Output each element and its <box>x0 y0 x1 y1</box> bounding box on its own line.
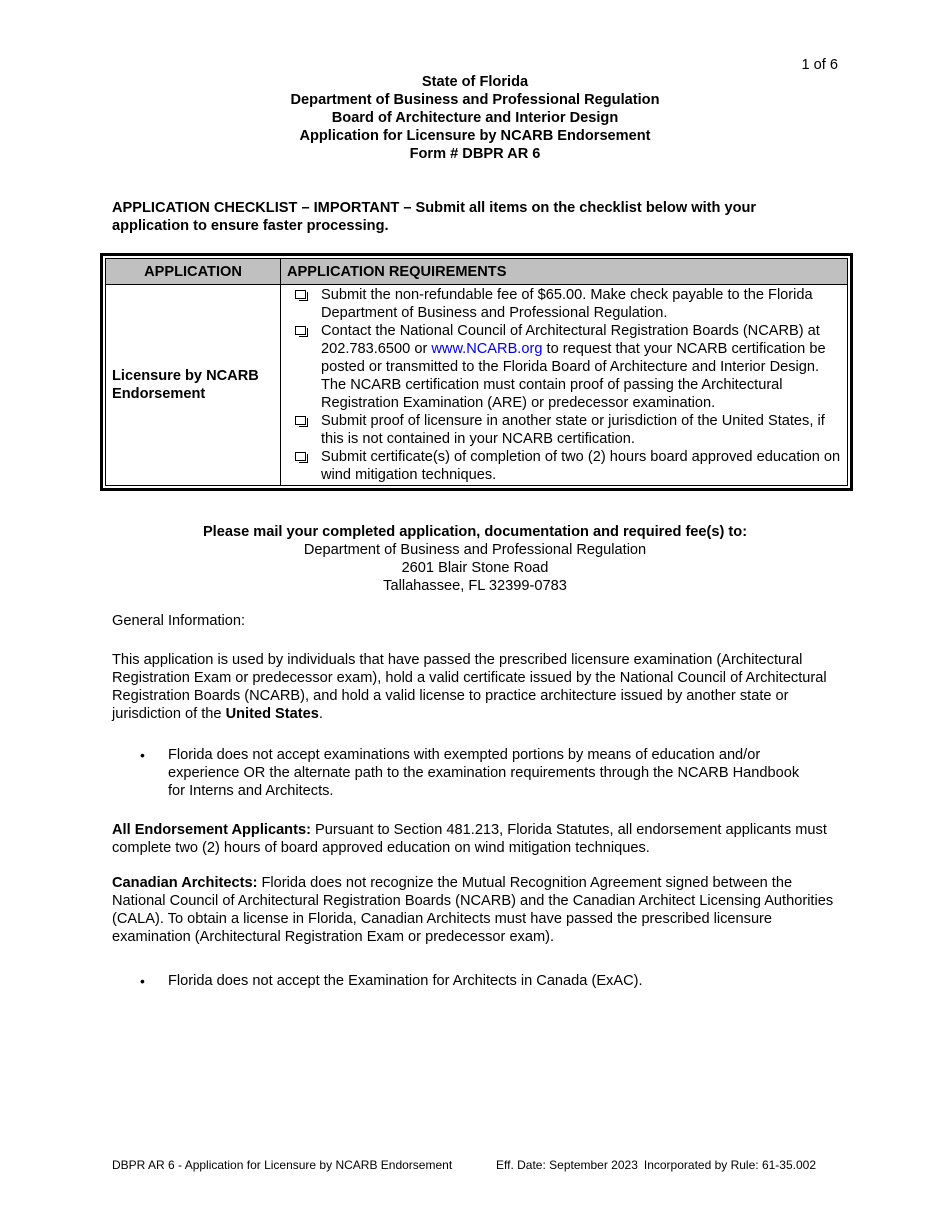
column-header-requirements: APPLICATION REQUIREMENTS <box>281 259 848 285</box>
checkbox-icon <box>295 326 306 335</box>
canada-bullet-list <box>140 972 820 990</box>
header-board: Board of Architecture and Interior Design <box>331 110 619 126</box>
document-header <box>0 73 950 163</box>
header-state: State of Florida <box>421 74 529 90</box>
requirement-item <box>295 412 841 448</box>
exam-bullet-list <box>140 746 820 800</box>
page-footer <box>112 1158 842 1172</box>
general-information-paragraph: This application is used by individuals that have passed the prescribed licensure examination (Architectural Registration Exam or predecessor exam), hold a valid certificate issued by the National Council of Architectural Registration Boards (NCARB), and hold a valid license to practice architecture issued by another state or jurisdiction of the United States. <box>112 652 827 722</box>
bullet-icon: • <box>140 747 145 763</box>
bullet-icon: • <box>140 973 145 989</box>
requirement-licensure-proof-text: Submit proof of licensure in another state or jurisdiction of the United States, if this is not contained in your NCARB certification. <box>321 413 825 447</box>
requirements-table-frame <box>100 253 853 491</box>
checkbox-icon <box>295 452 306 461</box>
list-item <box>140 746 820 800</box>
requirement-wind-mitigation-text: Submit certificate(s) of completion of two (2) hours board approved education on wind mitigation techniques. <box>321 449 841 483</box>
mailing-instructions-title: Please mail your completed application, documentation and required fee(s) to: <box>202 524 748 540</box>
requirements-cell <box>281 285 848 486</box>
endorsement-applicants-paragraph: All Endorsement Applicants: Pursuant to Section 481.213, Florida Statutes, all endorsement applicants must complete two (2) hours of board approved education on wind mitigation techniques. <box>112 822 827 856</box>
checkbox-icon <box>295 416 306 425</box>
page-number: 1 of 6 <box>801 57 838 73</box>
footer-form-name: DBPR AR 6 - Application for Licensure by NCARB Endorsement <box>112 1158 453 1172</box>
header-department: Department of Business and Professional Regulation <box>290 92 660 108</box>
header-form-number: Form # DBPR AR 6 <box>409 146 541 162</box>
mailing-address-line: 2601 Blair Stone Road <box>401 560 549 576</box>
mailing-address-line: Tallahassee, FL 32399-0783 <box>383 578 567 594</box>
requirement-item <box>295 286 841 322</box>
checkbox-icon <box>295 290 306 299</box>
footer-rule: Incorporated by Rule: 61-35.002 <box>643 1158 816 1172</box>
bullet-text: Florida does not accept examinations with exempted portions by means of education and/or experience OR the alternate path to the examination requirements through the NCARB Handbook for Interns and Architects. <box>168 747 800 799</box>
mailing-address-line: Department of Business and Professional Regulation <box>303 542 647 558</box>
ncarb-link[interactable]: www.NCARB.org <box>431 341 543 357</box>
requirement-fee-text: Submit the non-refundable fee of $65.00. Make check payable to the Florida Department of Business and Professional Regulation. <box>321 287 813 321</box>
requirement-ncarb-text: Contact the National Council of Architectural Registration Boards (NCARB) at 202.783.6500 or www.NCARB.org to request that your NCARB certification be posted or transmitted to the Florida Board of Architecture and Interior Design. The NCARB certification must contain proof of passing the Architectural Registration Examination (ARE) or predecessor examination. <box>321 323 826 411</box>
application-name-cell: Licensure by NCARB Endorsement <box>106 285 281 486</box>
canadian-architects-paragraph: Canadian Architects: Florida does not recognize the Mutual Recognition Agreement signed between the National Council of Architectural Registration Boards (NCARB) and the Canadian Architect Licensing Authorities (CALA). To obtain a license in Florida, Canadian Architects must have passed the prescribed licensure examination (Architectural Registration Exam or predecessor exam). <box>112 875 834 945</box>
header-application-title: Application for Licensure by NCARB Endorsement <box>299 128 651 144</box>
general-information-heading: General Information: <box>112 613 246 629</box>
mailing-address-block <box>0 523 950 595</box>
requirement-item <box>295 448 841 484</box>
footer-effective-date: Eff. Date: September 2023 <box>496 1158 638 1172</box>
requirements-table <box>105 258 848 486</box>
bullet-text: Florida does not accept the Examination for Architects in Canada (ExAC). <box>168 973 643 989</box>
requirement-item <box>295 322 841 412</box>
table-row <box>106 285 848 486</box>
table-header-row <box>106 259 848 285</box>
checklist-intro: APPLICATION CHECKLIST – IMPORTANT – Submit all items on the checklist below with your application to ensure faster processing. <box>112 200 757 234</box>
column-header-application: APPLICATION <box>106 259 281 285</box>
list-item <box>140 972 820 990</box>
